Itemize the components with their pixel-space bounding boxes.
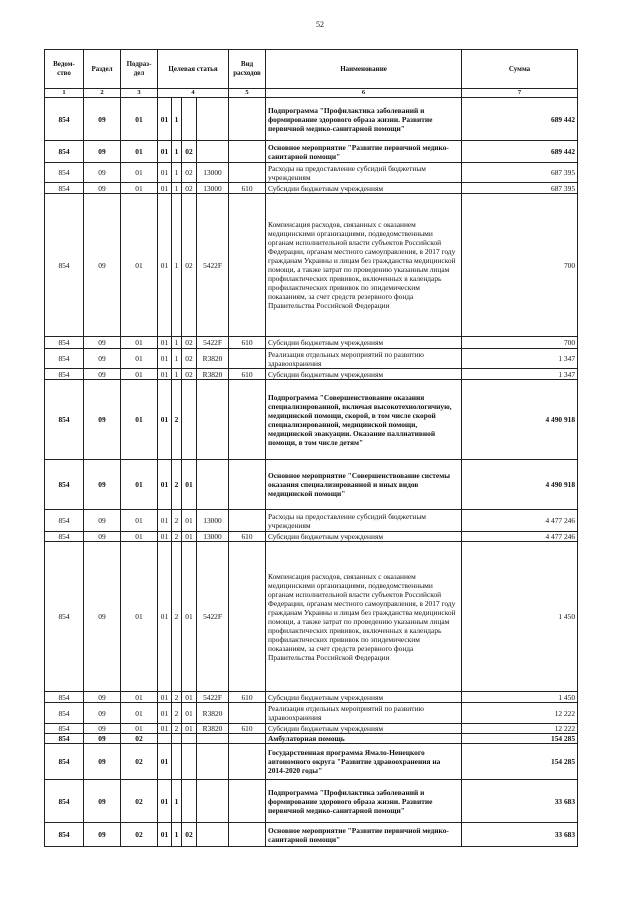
target-measure-cell	[182, 734, 197, 744]
section-code-cell: 09	[84, 163, 121, 183]
amount-cell: 700	[462, 337, 578, 349]
subsection-code-cell: 01	[121, 183, 158, 194]
department-code-cell: 854	[45, 380, 84, 460]
target-direction-cell: 13000	[197, 183, 229, 194]
target-subprogram-cell: 2	[172, 542, 182, 692]
table-row	[45, 460, 578, 510]
amount-cell: 689 442	[462, 98, 578, 141]
expense-type-cell	[229, 163, 266, 183]
page-number: 52	[316, 20, 324, 29]
target-subprogram-cell: 1	[172, 141, 182, 163]
header-sum: Сумма	[462, 50, 578, 89]
expense-type-cell	[229, 510, 266, 532]
target-measure-cell: 01	[182, 542, 197, 692]
amount-cell: 4 477 246	[462, 510, 578, 532]
header-name: Наименование	[266, 50, 462, 89]
expense-type-cell: 610	[229, 692, 266, 703]
target-program-cell: 01	[158, 692, 172, 703]
target-program-cell: 01	[158, 460, 172, 510]
target-subprogram-cell: 2	[172, 510, 182, 532]
target-subprogram-cell	[172, 734, 182, 744]
department-code-cell: 854	[45, 724, 84, 734]
target-direction-cell: R3820	[197, 724, 229, 734]
item-name-cell: Компенсация расходов, связанных с оказанием медицинскими организациями, подведомственными органам исполнительной власти субъектов Российской Федерации, органам местного самоуправления, в 2017 году гражданам Украины и лицам без гражданства медицинской помощи, а также затрат по проведению указанным лицам профилактических прививок, включенных в календарь профилактических прививок по эпидемическим показаниям, за счет средств резервного фонда Правительства Российской Федерации	[266, 542, 462, 692]
expense-type-cell: 610	[229, 183, 266, 194]
table-row	[45, 823, 578, 847]
column-number: 4	[158, 89, 229, 98]
expense-type-cell: 610	[229, 532, 266, 542]
target-subprogram-cell: 1	[172, 194, 182, 337]
subsection-code-cell: 02	[121, 744, 158, 780]
department-code-cell: 854	[45, 163, 84, 183]
expense-type-cell: 610	[229, 369, 266, 380]
header-razdel: Раздел	[84, 50, 121, 89]
department-code-cell: 854	[45, 194, 84, 337]
item-name-cell: Компенсация расходов, связанных с оказанием медицинскими организациями, подведомственными органам исполнительной власти субъектов Российской Федерации, органам местного самоуправления, в 2017 году гражданам Украины и лицам без гражданства медицинской помощи, а также затрат по проведению указанным лицам профилактических прививок, включенных в календарь профилактических прививок по эпидемическим показаниям, за счет средств резервного фонда Правительства Российской Федерации	[266, 194, 462, 337]
target-measure-cell: 02	[182, 349, 197, 369]
subsection-code-cell: 02	[121, 734, 158, 744]
department-code-cell: 854	[45, 744, 84, 780]
section-code-cell: 09	[84, 510, 121, 532]
target-measure-cell	[182, 744, 197, 780]
target-direction-cell	[197, 823, 229, 847]
subsection-code-cell: 01	[121, 349, 158, 369]
item-name-cell: Основное мероприятие "Развитие первичной медико-санитарной помощи"	[266, 141, 462, 163]
target-direction-cell: 13000	[197, 532, 229, 542]
target-program-cell: 01	[158, 183, 172, 194]
department-code-cell: 854	[45, 734, 84, 744]
department-code-cell: 854	[45, 183, 84, 194]
target-program-cell: 01	[158, 542, 172, 692]
table-row	[45, 163, 578, 183]
item-name-cell: Подпрограмма "Профилактика заболеваний и формирование здорового образа жизни. Развитие первичной медико-санитарной помощи"	[266, 780, 462, 823]
table-row	[45, 510, 578, 532]
target-measure-cell: 01	[182, 460, 197, 510]
target-subprogram-cell: 1	[172, 337, 182, 349]
subsection-code-cell: 01	[121, 337, 158, 349]
target-direction-cell: 5422F	[197, 692, 229, 703]
amount-cell: 4 490 918	[462, 380, 578, 460]
table-row	[45, 744, 578, 780]
amount-cell: 687 395	[462, 183, 578, 194]
target-subprogram-cell: 1	[172, 349, 182, 369]
target-direction-cell	[197, 380, 229, 460]
target-program-cell: 01	[158, 510, 172, 532]
column-number: 3	[121, 89, 158, 98]
target-direction-cell	[197, 780, 229, 823]
amount-cell: 154 285	[462, 744, 578, 780]
target-program-cell: 01	[158, 141, 172, 163]
section-code-cell: 09	[84, 692, 121, 703]
table-row	[45, 98, 578, 141]
subsection-code-cell: 01	[121, 98, 158, 141]
department-code-cell: 854	[45, 141, 84, 163]
item-name-cell: Реализация отдельных мероприятий по развитию здравоохранения	[266, 703, 462, 724]
amount-cell: 33 683	[462, 823, 578, 847]
target-measure-cell: 01	[182, 532, 197, 542]
target-direction-cell	[197, 141, 229, 163]
item-name-cell: Субсидии бюджетным учреждениям	[266, 532, 462, 542]
target-program-cell: 01	[158, 532, 172, 542]
amount-cell: 4 490 918	[462, 460, 578, 510]
table-row	[45, 724, 578, 734]
target-subprogram-cell: 1	[172, 163, 182, 183]
item-name-cell: Подпрограмма "Профилактика заболеваний и формирование здорового образа жизни. Развитие первичной медико-санитарной помощи"	[266, 98, 462, 141]
table-row	[45, 194, 578, 337]
expense-type-cell	[229, 744, 266, 780]
column-number: 1	[45, 89, 84, 98]
amount-cell: 700	[462, 194, 578, 337]
target-measure-cell: 02	[182, 823, 197, 847]
department-code-cell: 854	[45, 542, 84, 692]
expense-type-cell: 610	[229, 337, 266, 349]
expense-type-cell	[229, 823, 266, 847]
table-row	[45, 183, 578, 194]
subsection-code-cell: 01	[121, 163, 158, 183]
item-name-cell: Основное мероприятие "Развитие первичной медико-санитарной помощи"	[266, 823, 462, 847]
table-row	[45, 780, 578, 823]
subsection-code-cell: 02	[121, 780, 158, 823]
target-measure-cell: 02	[182, 337, 197, 349]
target-program-cell: 01	[158, 823, 172, 847]
expense-type-cell	[229, 460, 266, 510]
target-subprogram-cell: 2	[172, 460, 182, 510]
section-code-cell: 09	[84, 460, 121, 510]
table-row	[45, 369, 578, 380]
amount-cell: 1 450	[462, 692, 578, 703]
target-direction-cell: 13000	[197, 163, 229, 183]
subsection-code-cell: 01	[121, 141, 158, 163]
target-subprogram-cell: 2	[172, 380, 182, 460]
header-vedomstvo: Ведом-ство	[45, 50, 84, 89]
amount-cell: 33 683	[462, 780, 578, 823]
department-code-cell: 854	[45, 369, 84, 380]
item-name-cell: Расходы на предоставление субсидий бюджетным учреждениям	[266, 163, 462, 183]
subsection-code-cell: 01	[121, 724, 158, 734]
expense-type-cell	[229, 542, 266, 692]
target-measure-cell: 02	[182, 163, 197, 183]
department-code-cell: 854	[45, 349, 84, 369]
amount-cell: 12 222	[462, 703, 578, 724]
target-subprogram-cell: 2	[172, 532, 182, 542]
target-measure-cell	[182, 780, 197, 823]
target-measure-cell: 01	[182, 703, 197, 724]
section-code-cell: 09	[84, 183, 121, 194]
subsection-code-cell: 01	[121, 510, 158, 532]
amount-cell: 4 477 246	[462, 532, 578, 542]
target-measure-cell: 02	[182, 141, 197, 163]
column-number: 7	[462, 89, 578, 98]
item-name-cell: Субсидии бюджетным учреждениям	[266, 724, 462, 734]
item-name-cell: Государственная программа Ямало-Ненецкого автономного округа "Развитие здравоохранения на 2014-2020 годы"	[266, 744, 462, 780]
target-direction-cell	[197, 98, 229, 141]
section-code-cell: 09	[84, 194, 121, 337]
subsection-code-cell: 02	[121, 823, 158, 847]
target-measure-cell: 01	[182, 724, 197, 734]
subsection-code-cell: 01	[121, 542, 158, 692]
department-code-cell: 854	[45, 780, 84, 823]
section-code-cell: 09	[84, 724, 121, 734]
subsection-code-cell: 01	[121, 532, 158, 542]
expense-type-cell	[229, 349, 266, 369]
expense-type-cell	[229, 194, 266, 337]
expense-type-cell	[229, 98, 266, 141]
section-code-cell: 09	[84, 703, 121, 724]
department-code-cell: 854	[45, 823, 84, 847]
expense-type-cell	[229, 141, 266, 163]
target-direction-cell: 13000	[197, 510, 229, 532]
subsection-code-cell: 01	[121, 369, 158, 380]
section-code-cell: 09	[84, 542, 121, 692]
target-program-cell: 01	[158, 744, 172, 780]
target-subprogram-cell: 1	[172, 98, 182, 141]
target-measure-cell: 01	[182, 692, 197, 703]
expense-type-cell	[229, 703, 266, 724]
amount-cell: 687 395	[462, 163, 578, 183]
amount-cell: 1 347	[462, 369, 578, 380]
target-subprogram-cell: 1	[172, 369, 182, 380]
item-name-cell: Субсидии бюджетным учреждениям	[266, 337, 462, 349]
table-row	[45, 734, 578, 744]
amount-cell: 1 450	[462, 542, 578, 692]
section-code-cell: 09	[84, 823, 121, 847]
target-program-cell	[158, 734, 172, 744]
budget-table	[44, 49, 578, 847]
target-subprogram-cell: 2	[172, 724, 182, 734]
item-name-cell: Основное мероприятие "Совершенствование системы оказания специализированной и иных видов медицинской помощи"	[266, 460, 462, 510]
target-subprogram-cell: 2	[172, 703, 182, 724]
subsection-code-cell: 01	[121, 380, 158, 460]
section-code-cell: 09	[84, 380, 121, 460]
item-name-cell: Субсидии бюджетным учреждениям	[266, 369, 462, 380]
section-code-cell: 09	[84, 98, 121, 141]
target-direction-cell: R3820	[197, 703, 229, 724]
section-code-cell: 09	[84, 349, 121, 369]
department-code-cell: 854	[45, 510, 84, 532]
target-direction-cell: R3820	[197, 349, 229, 369]
target-subprogram-cell: 1	[172, 780, 182, 823]
target-measure-cell: 02	[182, 194, 197, 337]
target-measure-cell	[182, 98, 197, 141]
amount-cell: 1 347	[462, 349, 578, 369]
section-code-cell: 09	[84, 780, 121, 823]
target-subprogram-cell: 1	[172, 183, 182, 194]
target-program-cell: 01	[158, 369, 172, 380]
target-measure-cell	[182, 380, 197, 460]
column-number: 5	[229, 89, 266, 98]
department-code-cell: 854	[45, 692, 84, 703]
department-code-cell: 854	[45, 703, 84, 724]
item-name-cell: Субсидии бюджетным учреждениям	[266, 183, 462, 194]
target-direction-cell: R3820	[197, 369, 229, 380]
target-program-cell: 01	[158, 380, 172, 460]
target-direction-cell	[197, 460, 229, 510]
target-program-cell: 01	[158, 194, 172, 337]
item-name-cell: Амбулаторная помощь	[266, 734, 462, 744]
section-code-cell: 09	[84, 532, 121, 542]
target-direction-cell	[197, 744, 229, 780]
table-row	[45, 532, 578, 542]
table-row	[45, 542, 578, 692]
target-program-cell: 01	[158, 163, 172, 183]
expense-type-cell: 610	[229, 724, 266, 734]
column-number: 6	[266, 89, 462, 98]
department-code-cell: 854	[45, 98, 84, 141]
target-program-cell: 01	[158, 349, 172, 369]
target-subprogram-cell: 1	[172, 823, 182, 847]
table-row	[45, 349, 578, 369]
target-subprogram-cell: 2	[172, 692, 182, 703]
section-code-cell: 09	[84, 337, 121, 349]
amount-cell: 689 442	[462, 141, 578, 163]
amount-cell: 12 222	[462, 724, 578, 734]
table-row	[45, 703, 578, 724]
expense-type-cell	[229, 380, 266, 460]
subsection-code-cell: 01	[121, 460, 158, 510]
table-row	[45, 692, 578, 703]
section-code-cell: 09	[84, 141, 121, 163]
target-measure-cell: 01	[182, 510, 197, 532]
target-measure-cell: 02	[182, 369, 197, 380]
item-name-cell: Расходы на предоставление субсидий бюджетным учреждениям	[266, 510, 462, 532]
item-name-cell: Реализация отдельных мероприятий по развитию здравоохранения	[266, 349, 462, 369]
department-code-cell: 854	[45, 337, 84, 349]
target-program-cell: 01	[158, 703, 172, 724]
target-program-cell: 01	[158, 724, 172, 734]
department-code-cell: 854	[45, 532, 84, 542]
subsection-code-cell: 01	[121, 692, 158, 703]
section-code-cell: 09	[84, 369, 121, 380]
section-code-cell: 09	[84, 734, 121, 744]
target-program-cell: 01	[158, 780, 172, 823]
department-code-cell: 854	[45, 460, 84, 510]
header-expense-type: Вид расходов	[229, 50, 266, 89]
target-program-cell: 01	[158, 337, 172, 349]
table-row	[45, 141, 578, 163]
column-number: 2	[84, 89, 121, 98]
table-row	[45, 380, 578, 460]
amount-cell: 154 285	[462, 734, 578, 744]
subsection-code-cell: 01	[121, 194, 158, 337]
target-subprogram-cell	[172, 744, 182, 780]
expense-type-cell	[229, 734, 266, 744]
item-name-cell: Субсидии бюджетным учреждениям	[266, 692, 462, 703]
target-direction-cell: 5422F	[197, 542, 229, 692]
target-direction-cell: 5422F	[197, 194, 229, 337]
expense-type-cell	[229, 780, 266, 823]
target-direction-cell	[197, 734, 229, 744]
subsection-code-cell: 01	[121, 703, 158, 724]
target-measure-cell: 02	[182, 183, 197, 194]
header-podrazdel: Подраз-дел	[121, 50, 158, 89]
table-row	[45, 337, 578, 349]
target-program-cell: 01	[158, 98, 172, 141]
target-direction-cell: 5422F	[197, 337, 229, 349]
section-code-cell: 09	[84, 744, 121, 780]
header-target-article: Целевая статья	[158, 50, 229, 89]
item-name-cell: Подпрограмма "Совершенствование оказания специализированной, включая высокотехнологичную, медицинской помощи, скорой, в том числе скорой специализированной, медицинской помощи, медицинской эвакуации. Оказание паллиативной помощи, в том числе детям"	[266, 380, 462, 460]
